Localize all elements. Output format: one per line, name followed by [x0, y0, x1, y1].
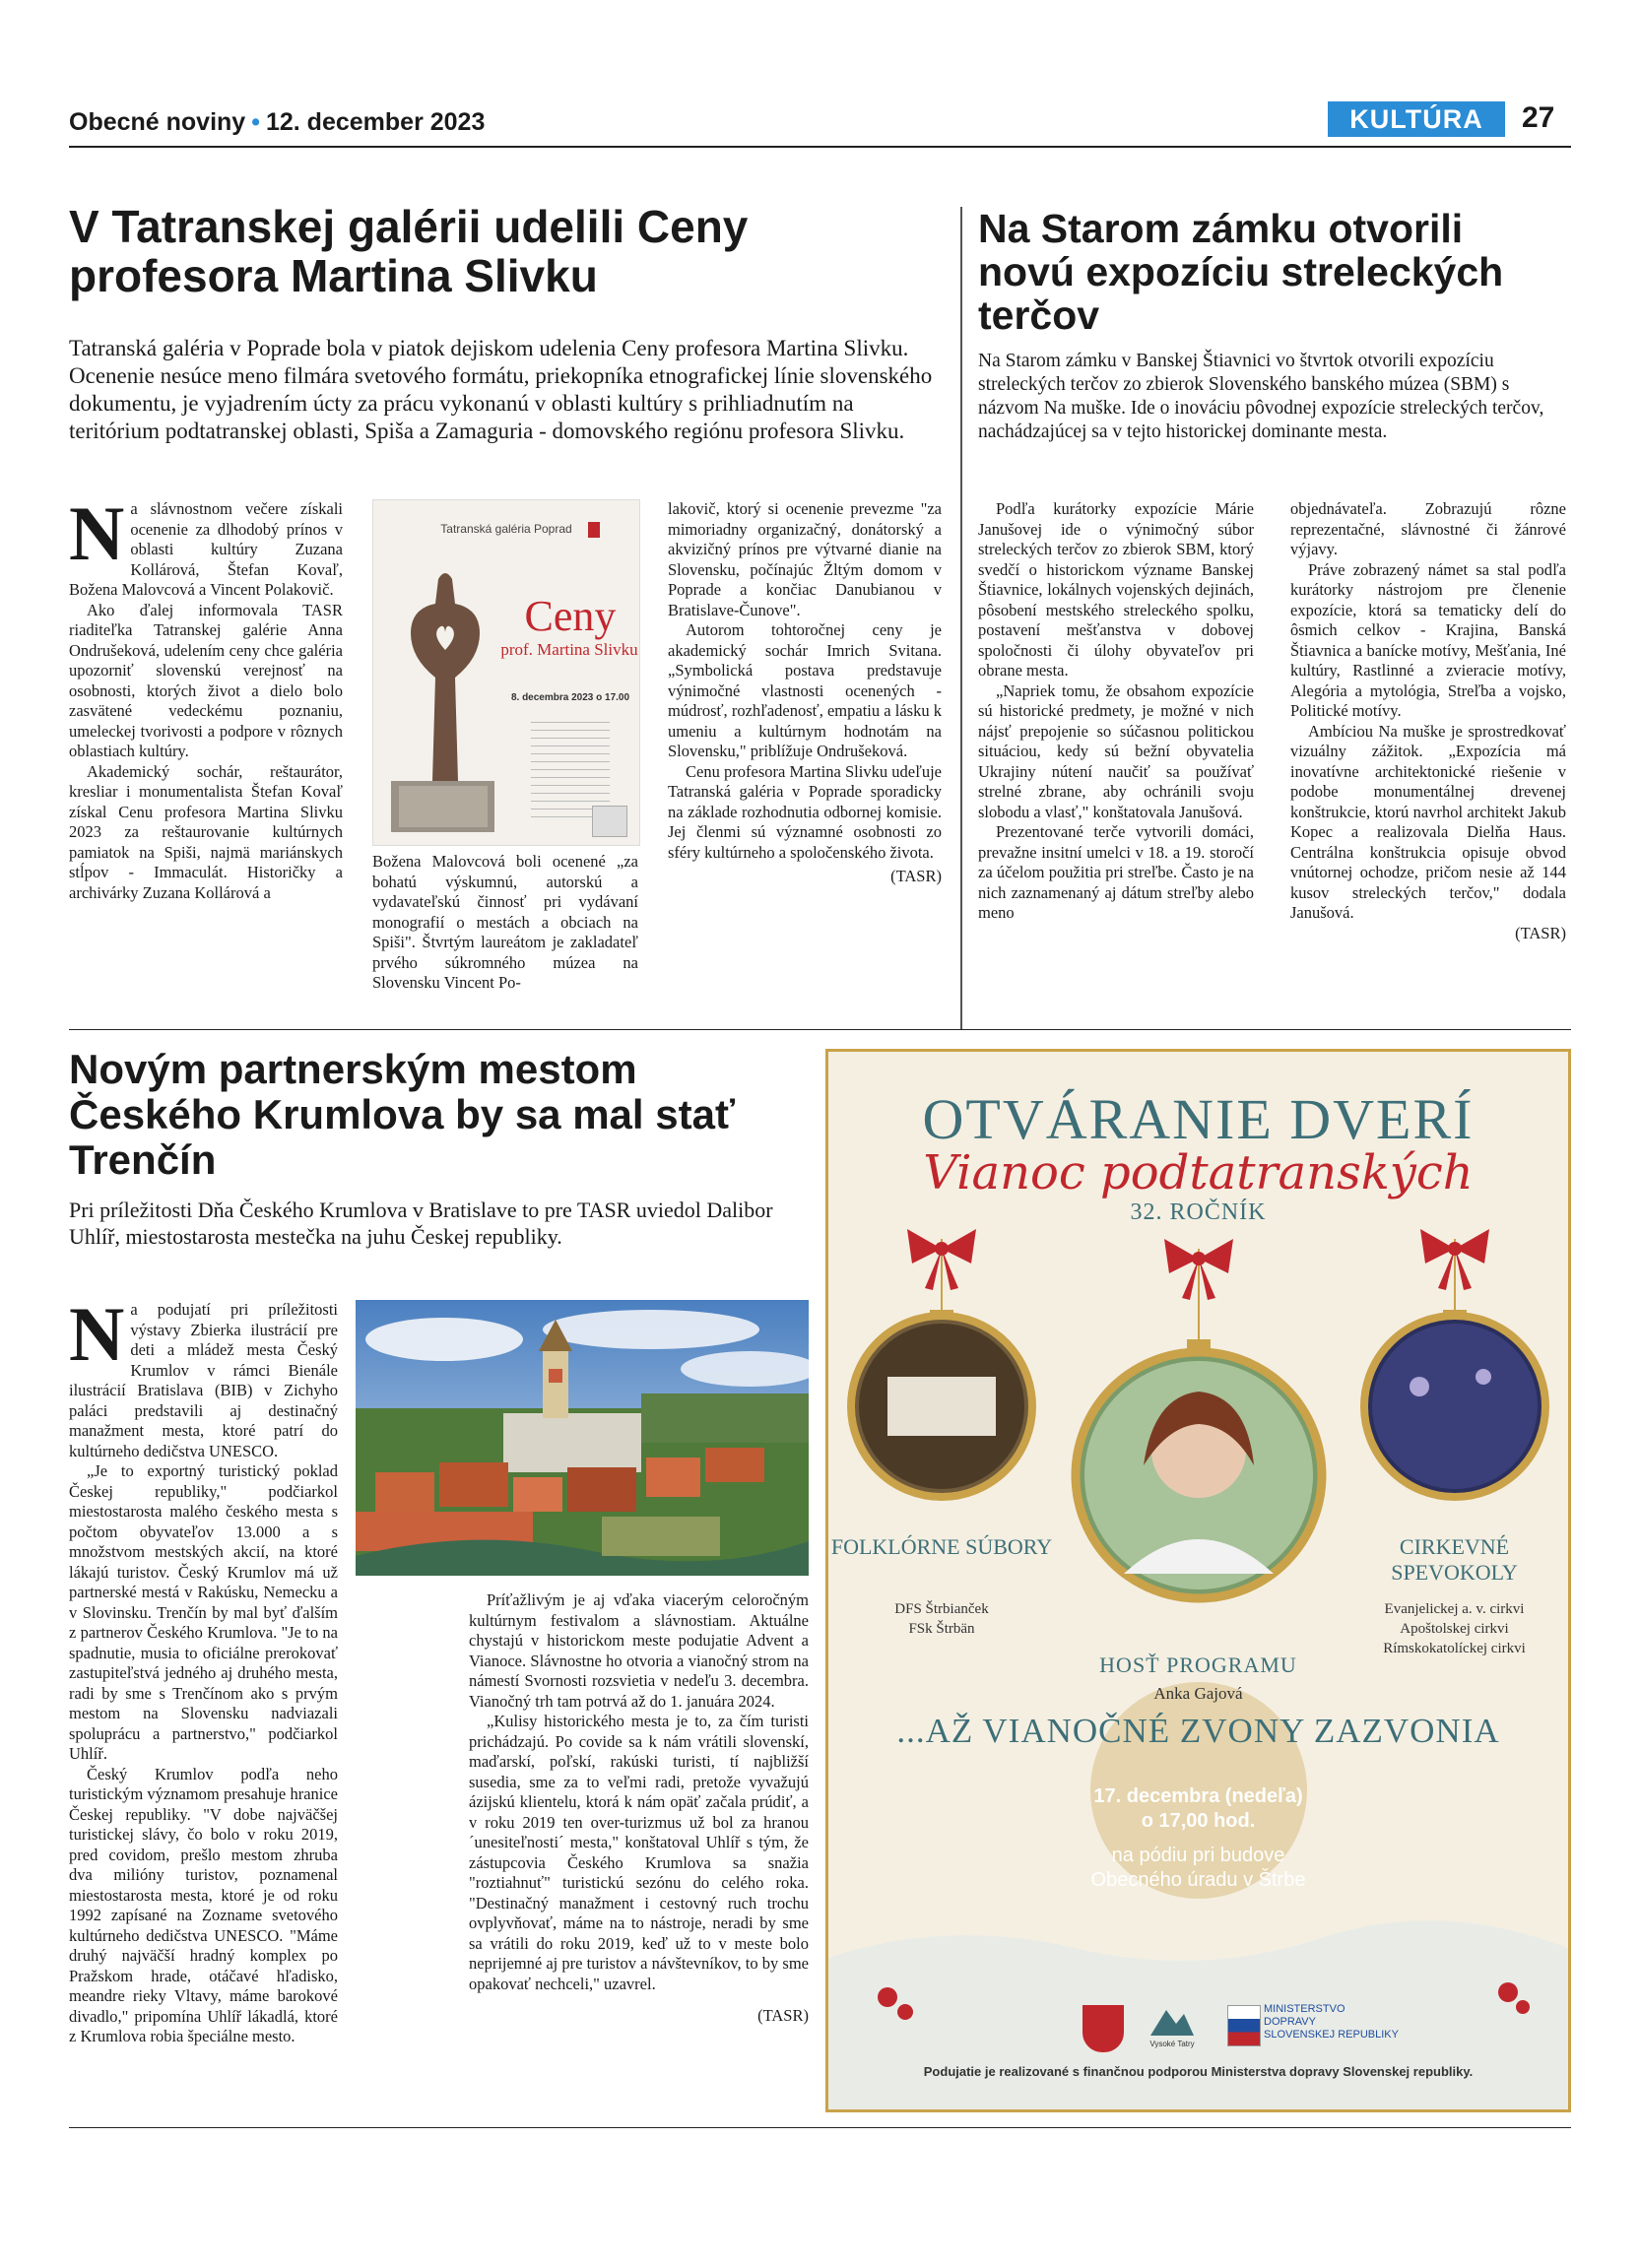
credit: (TASR)	[890, 867, 942, 885]
ad-slogan: ...AŽ VIANOČNÉ ZVONY ZAZVONIA	[896, 1712, 1500, 1750]
article1-lead: Tatranská galéria v Poprade bola v piatok dejiskom udelenia Ceny profesora Martina Slivku. Ocenenie nesúce meno filmára svetového formátu, priekopníka etnografickej línie slovenského dokumentu, je vyjadrením úcty za prácu vykonanú v oblasti kultúry s prihliadnutím na teritórium podtatranskej oblasti, Spiša a Zamaguria - domovského regiónu profesora Slivku.	[69, 336, 933, 443]
ad-title: OTVÁRANIE DVERÍ	[922, 1087, 1475, 1151]
article1-col3	[668, 499, 942, 887]
article1-col1	[69, 490, 343, 903]
article2-title: Na Starom zámku otvorili novú expozíciu streleckých terčov	[978, 206, 1504, 338]
paragraph: a slávnostnom večere získali ocenenie za dlhodobý prínos v oblasti kultúry Zuzana Kollárová, Štefan Kovaľ, Božena Malovcová a Vincent Polakovič.	[69, 499, 343, 599]
footer-rule	[69, 2127, 1571, 2128]
ad-venue2: Obecného úradu v Štrbe	[1090, 1869, 1306, 1891]
cesky-krumlov-photo	[356, 1300, 809, 1576]
paragraph: Príťažlivým je aj vďaka viacerým celoročným kultúrnym festivalom a slávnostiam. Aktuálne chystajú v historickom meste podujatie Advent a Vianoce. Slávnostne ho otvoria a vianočný strom na námestí Svornosti rozsvietia v nedeľu 3. decembra. Vianočný trh tam potrvá až do 1. januára 2024.	[469, 1590, 809, 1711]
ad-right-label: CIRKEVNÉ SPEVOKOLY	[1391, 1534, 1518, 1585]
paper-name: Obecné noviny	[69, 108, 246, 136]
ad-edition: 32. ROČNÍK	[1130, 1199, 1267, 1225]
paragraph: Prezentované terče vytvorili domáci, prevažne insitní umelci v 18. a 19. storočí za účelom použitia pri streľbe. Často je na nich zaznamenaný aj dátum streľby alebo meno	[978, 822, 1254, 922]
credit: (TASR)	[757, 2006, 809, 2025]
municipality-coat-of-arms-icon	[1082, 2005, 1124, 2052]
article2-lead: Na Starom zámku v Banskej Štiavnici vo štvrtok otvorili expozíciu streleckých terčov zo zbierok Slovenského banského múzea (SBM) s názvom Na muške. Ide o inováciu pôvodnej expozície streleckých terčov, nachádzajúcej sa v tejto historickej dominante mesta.	[978, 351, 1544, 442]
poster-date: 8. decembra 2023 o 17.00	[510, 692, 630, 703]
paragraph: „Kulisy historického mesta je to, za čím turisti prichádzajú. Po covide sa k nám vrátili slovenskí, maďarskí, poľskí, rakúski turisti, tí najbližší susedia, sme za to veľmi radi, pretože vyvažujú ázijskú klientelu, ktorá k nám opäť začala prúdiť, a v roku 2019 ten over-turizmus už bol za hranou ´unesiteľnosti´ mesta," konštatoval Uhlíř s tým, že zástupcovia Českého Krumlova sa snažia "roztiahnuť" turistickú sezónu do celého roka. "Destinačný manažment i cestovný ruch trochu ovplyvňovať, máme na to nástroje, neradi by sme sa vrátili do roku 2019, keď už to v meste bolo neprijemné aj pre turistov a návštevníkov, to by sme opakovať nechceli," uzavrel.	[469, 1712, 809, 1993]
article3-col1	[69, 1291, 338, 2047]
paragraph: objednávateľa. Zobrazujú rôzne reprezentačné, slávnostné či žánrové výjavy.	[1290, 499, 1566, 558]
paragraph: Práve zobrazený námet sa stal podľa kurátorky nástrojom pre členenie expozície, ktorá sa tematicky delí do ôsmich celkov - Krajina, Banská Štiavnica a banícke motívy, Mešťania, Iné kultúry, Rastlinné a zvieracie motívy, Alegória a mytológia, Streľba a vojsko, Politické motívy.	[1290, 559, 1566, 720]
page-number: 27	[1522, 101, 1555, 134]
credit: (TASR)	[1515, 923, 1566, 942]
ministry-line2: DOPRAVY	[1264, 2016, 1316, 2028]
ad-event-date: 17. decembra (nedeľa)	[1093, 1785, 1303, 1807]
paragraph: „Je to exportný turistický poklad Českej republiky," podčiarkol miestostarosta malého českého mesta s počtom obyvateľov 13.000 a s množstvom mestských akcií, na ktoré lákajú turistov. Český Krumlov má už partnerské mestá v Rakúsku, Nemecku a v Slovinsku. Trenčín by mal byť ďalším z partnerov Českého Krumlova. "Je to na spadnutie, musia to oficiálne prerokovať zastupiteľstvá jedného aj druhého mesta, radi by sme s Trenčínom ako s prvým mestom na Slovensku nadviazali spoluprácu a partnerstvo," podčiarkol Uhlíř.	[69, 1461, 338, 1763]
issue-date: 12. december 2023	[265, 108, 486, 136]
award-poster-image	[372, 499, 640, 846]
poster-subtitle: prof. Martina Slivku	[500, 640, 638, 659]
paragraph: Ambíciou Na muške je sprostredkovať vizuálny zážitok. „Expozícia má inovatívne architektonické riešenie v podobe monumentálnej drevenej konštrukcie, ktorú navrhol architekt Jakub Kopec a realizovala Dielňa Haus. Centrálna konštrukcia opisuje obvod vnútornej ochodze, pričom nesie až 144 kusov streleckých terčov," dodala Janušová.	[1290, 721, 1566, 922]
paragraph: Autorom tohtoročnej ceny je akademický sochár Imrich Svitana. „Symbolická postava predstavuje výnimočné vlastnosti ocenených - múdrosť, rozhľadenosť, empatiu a lásku k umeniu a kultúrnym hodnotám na Slovensku," priblížuje Ondrušeková.	[668, 620, 942, 760]
ministry-logo-text	[1264, 2003, 1399, 2041]
section-badge: KULTÚRA	[1328, 101, 1505, 137]
ministry-line1: MINISTERSTVO	[1264, 2003, 1345, 2015]
poster-logo-box	[592, 806, 627, 837]
ad-script: Vianoc podtatranských	[923, 1145, 1474, 1200]
gallery-logo	[588, 522, 600, 538]
ministry-line3: SLOVENSKEJ REPUBLIKY	[1264, 2029, 1399, 2041]
vysoke-tatry-label: Vysoké Tatry	[1149, 2040, 1195, 2048]
town-illustration	[356, 1300, 809, 1576]
slovak-flag-icon	[1227, 2005, 1261, 2046]
ad-guest-label: HOSŤ PROGRAMU	[1099, 1652, 1297, 1677]
ad-right-sub1: Evanjelickej a. v. cirkvi	[1384, 1601, 1525, 1617]
ad-guest-name: Anka Gajová	[1153, 1684, 1243, 1703]
poster-title: Ceny	[524, 592, 617, 640]
ad-event-time: o 17,00 hod.	[1141, 1810, 1256, 1832]
article3-lead: Pri príležitosti Dňa Českého Krumlova v Bratislave to pre TASR uviedol Dalibor Uhlíř, miestostarosta mestečka na juhu Českej republiky.	[69, 1198, 773, 1249]
paragraph: Božena Malovcová boli ocenené „za bohatú výskumnú, autorskú a vydavateľskú činnosť pri vydávaní monografií o mestách a obciach na Spiši". Štvrtým laureátom je zakladateľ prvého súkromného múzea na Slovensku Vincent Po-	[372, 852, 638, 992]
ad-left-label: FOLKLÓRNE SÚBORY	[830, 1534, 1053, 1559]
masthead	[69, 108, 485, 137]
paragraph: Podľa kurátorky expozície Márie Janušovej ide o výnimočný súbor streleckých terčov zo zbierok SBM, ktorý svedčí o historickom význame Banskej Štiavnice, lokálnych vojenských dejinách, pôsobení mestského streleckého spolku, postavení mešťanstva v dobovej spoločnosti či úlohy obyvateľov pri obrane mesta.	[978, 499, 1254, 680]
header-rule	[69, 146, 1571, 148]
paragraph: a podujatí pri príležitosti výstavy Zbierka ilustrácií pre deti a mládež mesta Český Krumlov v rámci Bienále ilustrácií Bratislava (BIB) v Zichyho paláci predstavili aj destinačný manažment mesta, ktoré patrí do kultúrneho dedičstva UNESCO.	[69, 1300, 338, 1460]
dropcap: N	[69, 1291, 125, 1377]
ad-left-sub2: FSk Štrbän	[908, 1621, 975, 1637]
paragraph: Ako ďalej informovala TASR riaditeľka Tatranskej galérie Anna Ondrušeková, udelením ceny chce galéria upozorniť slovenskú verejnosť na osobnosti, ktorých život a dielo bolo zasvätené vedeckému poznaniu, umeleckej tvorivosti a podpore v rôznych oblastiach kultúry.	[69, 600, 343, 760]
section-rule	[69, 1029, 1571, 1030]
poster-gallery: Tatranská galéria Poprad	[440, 522, 572, 536]
article1-title: V Tatranskej galérii udelili Ceny profesora Martina Slivku	[69, 201, 749, 301]
separator-dot: •	[251, 108, 260, 136]
ad-footer: Podujatie je realizované s finančnou podporou Ministerstva dopravy Slovenskej republiky.	[923, 2064, 1474, 2079]
paragraph: Akademický sochár, reštaurátor, kresliar i monumentalista Štefan Kovaľ získal Cenu profesora Martina Slivku 2023 za reštaurovanie kultúrnych pamiatok na Spiši, najmä mariánskych stĺpov - Immaculát. Historičky a archivárky Zuzana Kollárová a	[69, 761, 343, 902]
dropcap: N	[69, 490, 125, 576]
article2-col2	[1290, 499, 1566, 943]
paragraph: „Napriek tomu, že obsahom expozície sú historické predmety, je možné v nich nájsť prepojenie so súčasnou politickou situáciou, kedy sú bežní obyvatelia Ukrajiny nútení naučiť sa používať strelné zbrane, aby ochránili svoju slobodu a vlasť," konštatovala Janušová.	[978, 680, 1254, 821]
ad-venue1: na pódiu pri budove	[1111, 1845, 1285, 1866]
vysoke-tatry-logo-icon	[1148, 2002, 1196, 2038]
article3-title: Novým partnerským mestom Českého Krumlova by sa mal stať Trenčín	[69, 1046, 736, 1183]
ad-left-sub1: DFS Štrbianček	[894, 1601, 989, 1617]
paragraph: Cenu profesora Martina Slivku udeľuje Tatranská galéria v Poprade sporadicky na základe rozhodnutia odbornej komisie. Jej členmi sú významné osobnosti zo sféry kultúrneho a spoločenského života.	[668, 761, 942, 862]
sculpture-figure	[381, 550, 509, 835]
ad-right-sub2: Apoštolskej cirkvi	[1400, 1621, 1509, 1637]
article2-col1	[978, 499, 1254, 924]
ad-right-sub3: Rímskokatolíckej cirkvi	[1383, 1641, 1526, 1656]
article1-col2	[372, 852, 638, 994]
paragraph: Český Krumlov podľa neho turistickým významom presahuje hranice Českej republiky. "V dobe najväčšej turistickej slávy, čo bolo v roku 2019, pred covidom, prešlo mestom zhruba dva milióny turistov, poznamenal miestostarosta mesta, ktoré je od roku 1992 zapísané na Zozname svetového kultúrneho dedičstva UNESCO. "Máme druhý najväčší hradný komplex po Pražskom hrade, otáčavé hľadisko, meandre rieky Vltavy, máme barokové divadlo," pripomína Uhlíř lákadlá, ktoré z Krumlova robia špeciálne mesto.	[69, 1764, 338, 2045]
column-divider	[960, 207, 962, 1029]
christmas-event-ad	[825, 1049, 1571, 2112]
article3-col2	[469, 1590, 809, 2027]
paragraph: lakovič, ktorý si ocenenie prevezme "za mimoriadny organizačný, donátorský a akvizičný prínos pre výtvarné dianie na Slovensku, počínajúc Žltým domom v Poprade a končiac Danubianou v Bratislave-Čunove".	[668, 499, 942, 619]
